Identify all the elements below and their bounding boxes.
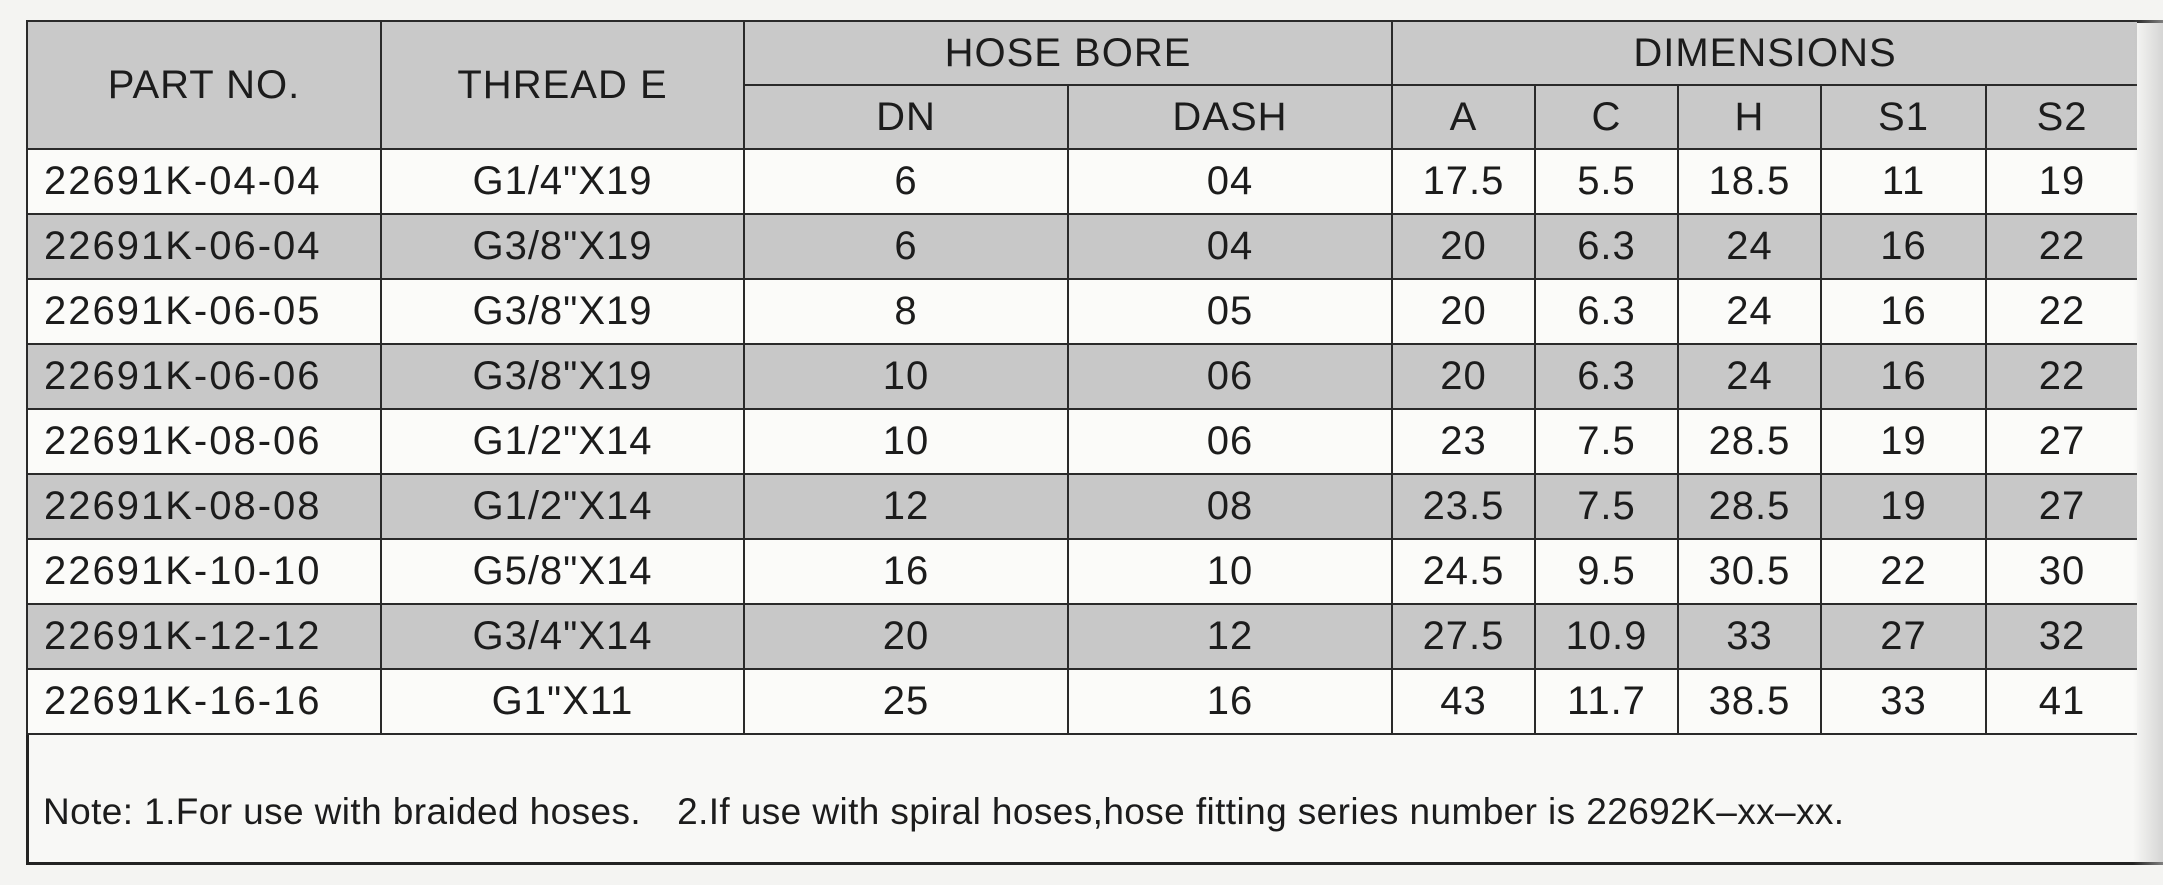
cell-h: 30.5 — [1678, 539, 1821, 604]
table-row — [27, 604, 2137, 669]
cell-dash: 10 — [1068, 539, 1392, 604]
cell-c: 6.3 — [1535, 279, 1678, 344]
cell-a: 24.5 — [1392, 539, 1535, 604]
cell-part: 22691K-08-08 — [27, 474, 381, 539]
cell-c: 5.5 — [1535, 149, 1678, 214]
cell-dn: 6 — [744, 214, 1068, 279]
header-h: H — [1678, 85, 1821, 149]
table-row — [27, 149, 2137, 214]
cell-h: 38.5 — [1678, 669, 1821, 734]
cell-a: 20 — [1392, 279, 1535, 344]
cell-s2: 22 — [1986, 279, 2137, 344]
header-s1: S1 — [1821, 85, 1986, 149]
cell-s2: 27 — [1986, 474, 2137, 539]
cell-c: 7.5 — [1535, 409, 1678, 474]
cell-s2: 41 — [1986, 669, 2137, 734]
cell-part: 22691K-16-16 — [27, 669, 381, 734]
cell-s1: 19 — [1821, 474, 1986, 539]
cell-a: 43 — [1392, 669, 1535, 734]
header-thread: THREAD E — [381, 21, 744, 149]
cell-c: 11.7 — [1535, 669, 1678, 734]
table-row — [27, 539, 2137, 604]
cell-dn: 10 — [744, 409, 1068, 474]
cell-h: 28.5 — [1678, 474, 1821, 539]
cell-dash: 04 — [1068, 214, 1392, 279]
cell-thread: G3/8"X19 — [381, 344, 744, 409]
cell-s1: 33 — [1821, 669, 1986, 734]
cell-s1: 16 — [1821, 279, 1986, 344]
cell-dn: 10 — [744, 344, 1068, 409]
cell-s2: 27 — [1986, 409, 2137, 474]
cell-part: 22691K-06-04 — [27, 214, 381, 279]
cell-s1: 11 — [1821, 149, 1986, 214]
cell-s1: 16 — [1821, 344, 1986, 409]
cell-part: 22691K-06-06 — [27, 344, 381, 409]
cell-h: 28.5 — [1678, 409, 1821, 474]
cell-dash: 06 — [1068, 409, 1392, 474]
cell-s2: 22 — [1986, 344, 2137, 409]
spec-sheet — [26, 20, 2163, 865]
table-row — [27, 344, 2137, 409]
cell-dash: 08 — [1068, 474, 1392, 539]
cell-dash: 12 — [1068, 604, 1392, 669]
cell-dash: 04 — [1068, 149, 1392, 214]
cell-dn: 6 — [744, 149, 1068, 214]
cell-a: 17.5 — [1392, 149, 1535, 214]
cell-a: 23.5 — [1392, 474, 1535, 539]
cell-thread: G1/2"X14 — [381, 474, 744, 539]
cell-c: 7.5 — [1535, 474, 1678, 539]
cell-a: 20 — [1392, 344, 1535, 409]
table-row — [27, 669, 2137, 734]
footnote — [43, 791, 1844, 833]
cell-h: 18.5 — [1678, 149, 1821, 214]
cell-s2: 19 — [1986, 149, 2137, 214]
header-c: C — [1535, 85, 1678, 149]
cell-a: 23 — [1392, 409, 1535, 474]
cell-s1: 19 — [1821, 409, 1986, 474]
cell-c: 10.9 — [1535, 604, 1678, 669]
table-row — [27, 409, 2137, 474]
cell-part: 22691K-04-04 — [27, 149, 381, 214]
cell-thread: G3/8"X19 — [381, 214, 744, 279]
cell-thread: G3/4"X14 — [381, 604, 744, 669]
cell-part: 22691K-12-12 — [27, 604, 381, 669]
cell-s1: 22 — [1821, 539, 1986, 604]
header-dash: DASH — [1068, 85, 1392, 149]
header-part-no: PART NO. — [27, 21, 381, 149]
cell-dash: 06 — [1068, 344, 1392, 409]
cell-s2: 22 — [1986, 214, 2137, 279]
cell-dash: 16 — [1068, 669, 1392, 734]
cell-h: 33 — [1678, 604, 1821, 669]
footnote-1: Note: 1.For use with braided hoses. — [43, 791, 642, 832]
cell-thread: G1"X11 — [381, 669, 744, 734]
hose-fitting-spec-table — [26, 20, 2137, 735]
cell-c: 9.5 — [1535, 539, 1678, 604]
cell-dn: 8 — [744, 279, 1068, 344]
cell-thread: G3/8"X19 — [381, 279, 744, 344]
cell-a: 27.5 — [1392, 604, 1535, 669]
cell-dn: 12 — [744, 474, 1068, 539]
header-dn: DN — [744, 85, 1068, 149]
cell-h: 24 — [1678, 214, 1821, 279]
cell-s1: 16 — [1821, 214, 1986, 279]
cell-thread: G5/8"X14 — [381, 539, 744, 604]
header-a: A — [1392, 85, 1535, 149]
cell-c: 6.3 — [1535, 344, 1678, 409]
cell-dash: 05 — [1068, 279, 1392, 344]
cell-h: 24 — [1678, 279, 1821, 344]
table-row — [27, 474, 2137, 539]
cell-s2: 32 — [1986, 604, 2137, 669]
footnote-2: 2.If use with spiral hoses,hose fitting series number is 22692K–xx–xx. — [677, 791, 1845, 832]
cell-h: 24 — [1678, 344, 1821, 409]
cell-dn: 16 — [744, 539, 1068, 604]
cell-c: 6.3 — [1535, 214, 1678, 279]
cell-dn: 25 — [744, 669, 1068, 734]
header-hose-bore: HOSE BORE — [744, 21, 1392, 85]
cell-s1: 27 — [1821, 604, 1986, 669]
cell-s2: 30 — [1986, 539, 2137, 604]
table-row — [27, 279, 2137, 344]
header-s2: S2 — [1986, 85, 2137, 149]
cell-thread: G1/2"X14 — [381, 409, 744, 474]
spec-table-body — [27, 149, 2137, 734]
header-dimensions: DIMENSIONS — [1392, 21, 2137, 85]
cell-a: 20 — [1392, 214, 1535, 279]
cell-part: 22691K-08-06 — [27, 409, 381, 474]
cell-thread: G1/4"X19 — [381, 149, 744, 214]
table-row — [27, 214, 2137, 279]
cell-part: 22691K-06-05 — [27, 279, 381, 344]
cell-dn: 20 — [744, 604, 1068, 669]
cell-part: 22691K-10-10 — [27, 539, 381, 604]
